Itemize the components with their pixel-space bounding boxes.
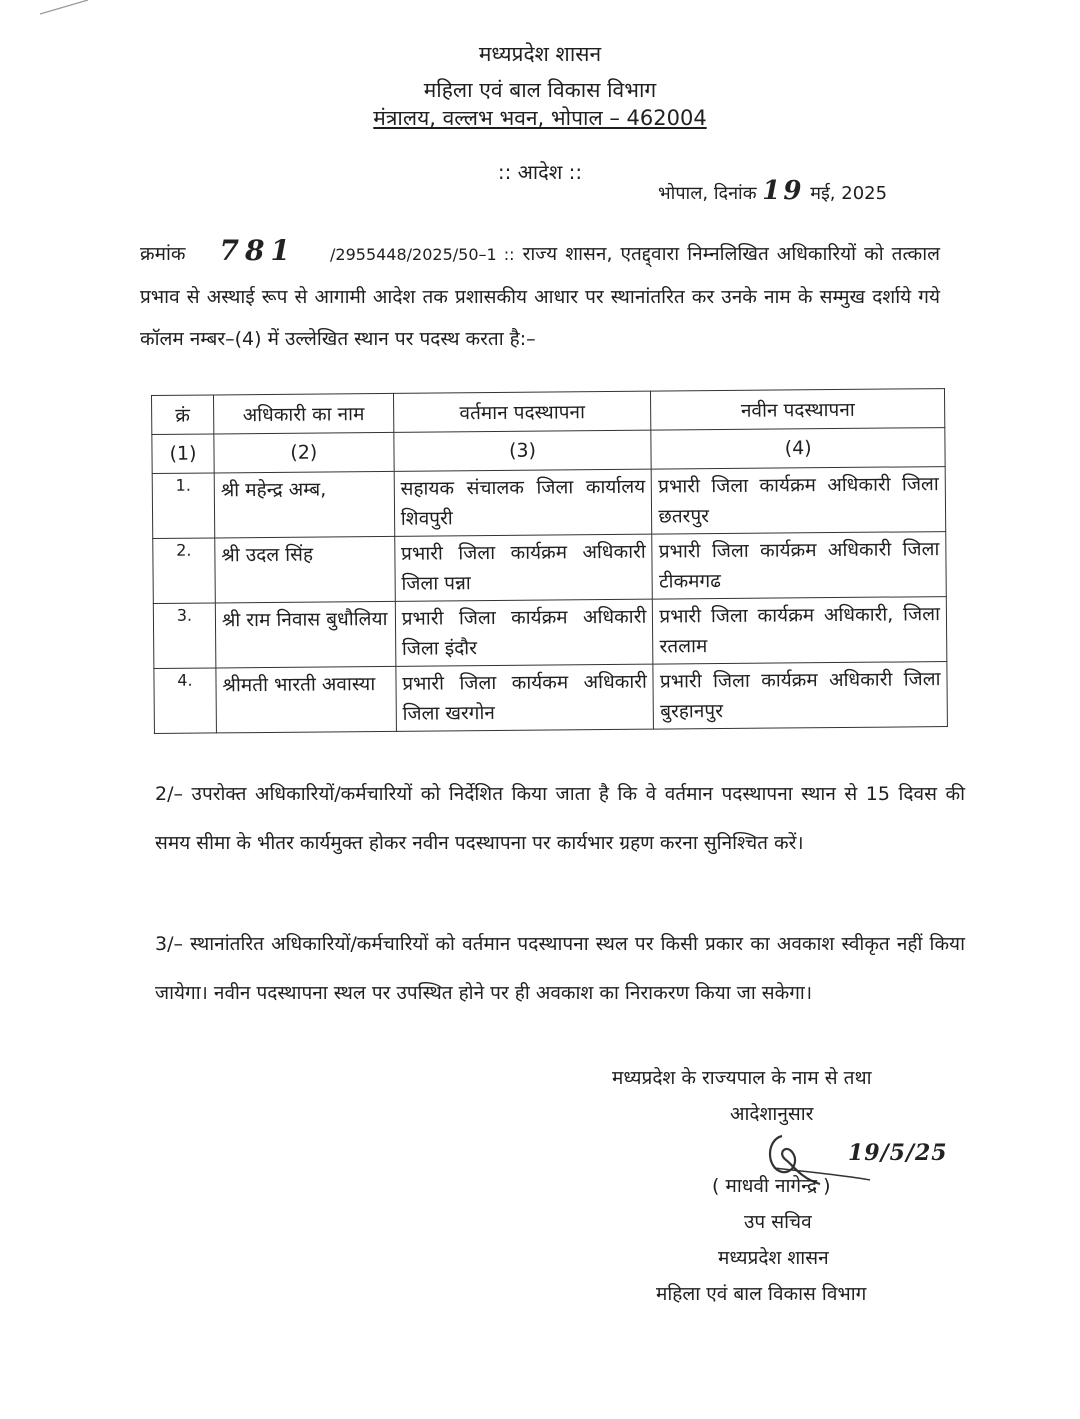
table-row [153,597,947,669]
table-row [153,532,947,604]
table-row [154,662,948,734]
row-current: प्रभारी जिला कार्यक्रम अधिकारी जिला पन्ना [394,534,652,601]
date-line [658,176,887,206]
kramank-rest: /2955448/2025/50–1 :: [330,245,515,264]
col-header-name: अधिकारी का नाम [213,393,393,434]
col-number-2: (2) [214,432,394,473]
row-new: प्रभारी जिला कार्यक्रम अधिकारी जिला बुरहानपुर [653,662,947,730]
signature-date: 19/5/25 [848,1140,948,1166]
table-colnum-row [152,428,945,474]
scan-corner-mark [0,0,90,20]
row-current: सहायक संचालक जिला कार्यालय शिवपुरी [394,469,652,536]
header-address: मंत्रालय, वल्लभ भवन, भोपाल – 462004 [373,106,707,130]
transfer-table [151,388,948,734]
header-govt: मध्यप्रदेश शासन [478,42,602,66]
table-header-row [152,389,945,435]
row-new: प्रभारी जिला कार्यक्रम अधिकारी जिला टीकमगढ [652,532,946,600]
row-num: 1. [152,473,215,539]
date-prefix: भोपाल, दिनांक [658,183,757,204]
row-num: 3. [153,603,216,669]
col-number-1: (1) [152,434,214,474]
row-name: श्रीमती भारती अवास्या [216,666,396,733]
row-name: श्री उदल सिंह [215,536,395,603]
row-name: श्री राम निवास बुधौलिया [215,601,395,668]
signatory-dept: महिला एवं बाल विकास विभाग [656,1283,867,1305]
table-row [152,467,946,539]
row-new: प्रभारी जिला कार्यक्रम अधिकारी, जिला रतलाम [653,597,947,665]
row-current: प्रभारी जिला कार्यक्रम अधिकारी जिला इंदौर [395,599,653,666]
paragraph-3: 3/– स्थानांतरित अधिकारियों/कर्मचारियों को वर्तमान पदस्थापना स्थल पर किसी प्रकार का अवकाश स्वीकृत नहीं किया जायेगा। नवीन पदस्थापना स्थल पर उपस्थित होने पर ही अवकाश का निराकरण किया जा सकेगा। [155,933,965,1004]
closing-line-2: आदेशानुसार [730,1103,814,1125]
order-paragraph [140,230,940,360]
row-name: श्री महेन्द्र अम्ब, [214,471,394,538]
col-header-serial: क्रं [152,395,214,435]
date-day: 19 [762,176,805,206]
col-header-new: नवीन पदस्थापना [651,389,945,431]
row-new: प्रभारी जिला कार्यक्रम अधिकारी जिला छतरपुर [652,467,946,535]
kramank-label: क्रमांक [140,243,186,265]
row-current: प्रभारी जिला कार्यकम अधिकारी जिला खरगोन [396,664,654,731]
signatory-govt: मध्यप्रदेश शासन [718,1247,829,1269]
row-num: 2. [153,538,216,604]
closing-line-1: मध्यप्रदेश के राज्यपाल के नाम से तथा [612,1067,872,1089]
col-header-current: वर्तमान पदस्थापना [393,391,651,432]
order-title: :: आदेश :: [497,160,583,184]
signatory-designation: उप सचिव [744,1211,812,1233]
header-dept: महिला एवं बाल विकास विभाग [423,78,657,102]
kramank-number: 781 [219,234,296,267]
row-num: 4. [154,668,217,734]
signatory-name: ( माधवी नागेन्द्र ) [712,1175,831,1197]
order-text: राज्य शासन, एतद्द्वारा निम्नलिखित अधिकारियों को तत्काल प्रभाव से अस्थाई रूप से आगामी आदेश तक प्रशासकीय आधार पर स्थानांतरित कर उनके नाम के सम्मुख दर्शाये गये कॉलम नम्बर–(4) में उल्लेखित स्थान पर पदस्थ करता है:– [140,243,941,350]
col-number-4: (4) [651,428,945,470]
date-suffix: मई, 2025 [810,183,888,204]
col-number-3: (3) [394,430,652,471]
paragraph-2: 2/– उपरोक्त अधिकारियों/कर्मचारियों को निर्देशित किया जाता है कि वे वर्तमान पदस्थापना स्थान से 15 दिवस की समय सीमा के भीतर कार्यमुक्त होकर नवीन पदस्थापना पर कार्यभार ग्रहण करना सुनिश्चित करें। [155,783,965,854]
